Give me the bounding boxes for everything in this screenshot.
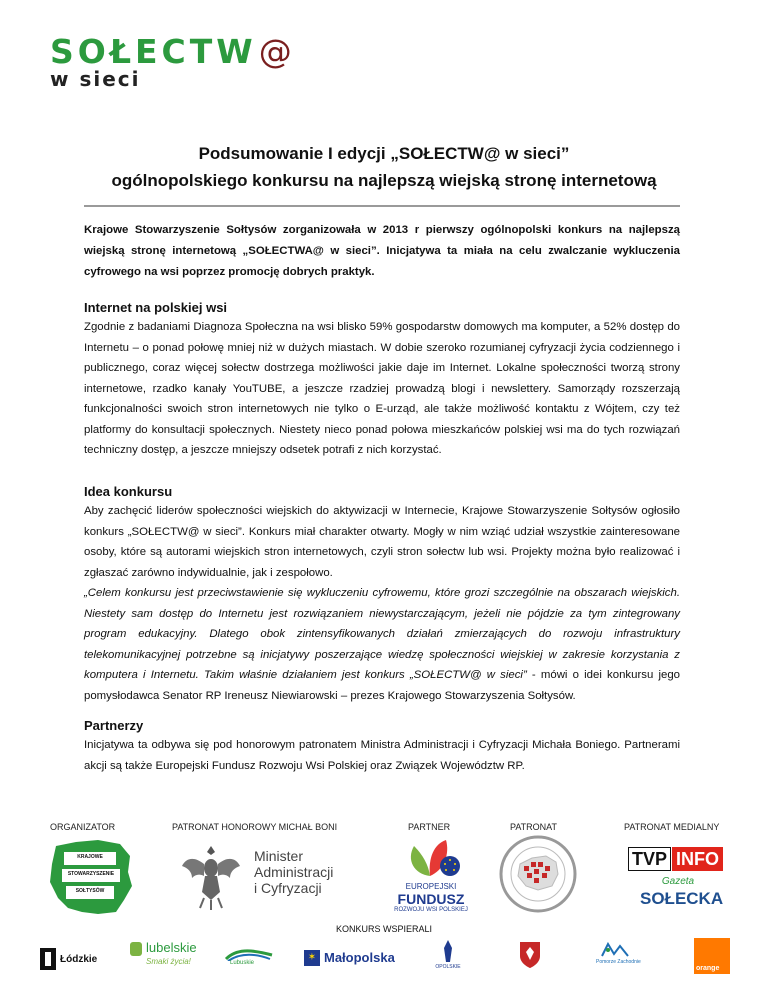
lodzkie-logo	[40, 946, 96, 972]
gazeta-top: Gazeta	[661, 876, 695, 887]
opolskie-icon	[438, 940, 458, 962]
intro-paragraph: Krajowe Stowarzyszenie Sołtysów zorganizowała w 2013 r pierwszy ogólnopolski konkurs na najlepszą wiejską stronę internetową „SOŁECTWA@ w sieci”. Inicjatywa ta miała na celu zwalczanie wykluczenia cyfrowego na wsi poprzez promocję dobrych praktyk.	[84, 224, 680, 278]
pomorze-text: Pomorze Zachodnie	[596, 959, 641, 965]
section-internet	[84, 299, 680, 461]
label-partner: PARTNER	[408, 822, 451, 832]
orange-logo	[694, 938, 730, 974]
lubelskie-text: lubelskie	[146, 940, 197, 955]
shield-icon	[518, 940, 542, 970]
kss-line-2: STOWARZYSZENIE	[67, 871, 115, 877]
poland-map-icon	[46, 838, 134, 918]
lubelskie-slogan: Smaki życia!	[146, 957, 191, 966]
section-quote-paragraph	[84, 583, 680, 706]
section-partners	[84, 717, 680, 776]
efrwp-line-2: FUNDUSZ	[397, 891, 465, 907]
malopolska-logo	[304, 948, 396, 970]
leaf-icon	[384, 836, 478, 880]
logo-subtitle: w sieci	[50, 67, 141, 91]
seal-icon	[498, 834, 578, 914]
tvp-info-logo	[628, 847, 728, 871]
pomorze-zachodnie-logo	[596, 942, 648, 972]
efrwp-line-3: ROZWOJU WSI POLSKIEJ	[394, 907, 468, 913]
label-media-patronage: PATRONAT MEDIALNY	[624, 822, 720, 832]
orange-text: orange	[696, 965, 720, 972]
label-patronage: PATRONAT	[510, 822, 557, 832]
malopolska-text: Małopolska	[324, 950, 395, 965]
quote-attribution: - mówi o idei konkursu jego pomysłodawca Senator RP Ireneusz Niewiarowski – prezes Krajowego Stowarzyszenia Sołtysów.	[84, 669, 680, 702]
minister-logo	[180, 840, 340, 914]
label-organizer: ORGANIZATOR	[50, 822, 116, 832]
minister-line-1: Minister	[254, 848, 304, 864]
title-line-1: Podsumowanie I edycji „SOŁECTW@ w sieci”	[198, 144, 570, 163]
section-idea	[84, 483, 680, 706]
pomorze-icon	[600, 942, 630, 958]
sołectwa-logo	[50, 34, 292, 89]
quote-text: „Celem konkursu jest przeciwstawienie się wykluczeniu cyfrowemu, które grozi szczególnie na obszarach wiejskich. Niestety sam dostęp do Internetu jest rozwiązaniem niewystarczającym, jeżeli nie pójdzie za tym zintegrowany program edukacyjny. Dlatego obok zintensyfikowanych działań zmierzających do rozwoju infrastruktury telekomunikacyjnej potrzebne są inicjatywy poszerzające wiedzę społeczności wiejskiej w zakresie korzystania z komputera i Internetu. Takim właśnie działaniem jest konkurs „SOŁECTW@ w sieci”	[84, 587, 680, 681]
opolskie-text: OPOLSKIE	[435, 964, 461, 970]
regional-shield-logo	[518, 940, 542, 970]
minister-line-3: i Cyfryzacji	[254, 880, 322, 896]
minister-line-2: Administracji	[254, 864, 334, 880]
logo-at-sign: @	[258, 32, 292, 71]
info-text: INFO	[672, 847, 723, 871]
lubelskie-icon	[130, 942, 142, 956]
section-body: Inicjatywa ta odbywa się pod honorowym patronatem Ministra Administracji i Cyfryzacji Michała Boniego. Partnerami akcji są także Europejski Fundusz Rozwoju Wsi Polskiej oraz Związek Województw RP.	[84, 739, 680, 772]
lubuskie-text: Lubuskie	[230, 960, 255, 966]
zwiazek-wojewodztw-seal	[498, 834, 578, 914]
gazeta-main: SOŁECKA	[640, 889, 724, 908]
logo-word: SOŁECTW	[50, 32, 257, 71]
efrwp-text	[384, 882, 478, 915]
tvp-text: TVP	[628, 847, 671, 871]
section-body: Zgodnie z badaniami Diagnoza Społeczna na wsi blisko 59% gospodarstw domowych ma komputer, a 52% dostęp do Internetu – o ponad połowę mniej niż w dużych miastach. W dobie szeroko rozumianej cyfryzacji życia codziennego i publicznego, coraz więcej sołectw dostrzega możliwości jakie daje im Internet. Lokalne społeczności tworzą strony internetowe, rzadko kanały YouTUBE, a jeszcze rzadziej prowadzą blogi i newslettery. Samorządy rozszerzają funkcjonalności swoich stron internetowych nie tylko o E-urząd, ale także możliwość kontaktu z Wójtem, czy też platformy do konsultacji społecznych. Niestety nieco ponad połowa mieszkańców polskiej wsi ma do tych rozwiązań techniczny dostęp, a jeszcze mniejszy odsetek potrafi z nich korzystać.	[84, 321, 680, 456]
kss-line-3: SOŁTYSÓW	[75, 888, 105, 894]
logo-main-text	[50, 34, 292, 70]
efrwp-line-1: EUROPEJSKI	[405, 882, 457, 891]
lubuskie-logo	[224, 948, 274, 970]
opolskie-logo	[428, 940, 468, 974]
malopolska-icon: ✶	[304, 950, 320, 966]
section-heading: Internet na polskiej wsi	[84, 300, 228, 315]
lodzkie-icon	[40, 948, 56, 970]
kss-line-1: KRAJOWE	[77, 854, 103, 860]
title-divider	[84, 205, 680, 207]
document-title	[0, 140, 768, 194]
title-line-2: ogólnopolskiego konkursu na najlepszą wiejską stronę internetową	[111, 171, 657, 190]
efrwp-logo	[384, 836, 478, 918]
section-body: Aby zachęcić liderów społeczności wiejskich do aktywizacji w Internecie, Krajowe Stowarzyszenie Sołtysów ogłosiło konkurs „SOŁECTW@ w sieci”. Konkurs miał charakter otwarty. Mogły w nim wziąć udział wszystkie zainteresowane osoby, które są autorami wiejskich stron internetowych, czyli stron sołectw lub wsi. Projekty można było realizować i zgłaszać zarówno indywidualnie, jak i zespołowo.	[84, 505, 680, 579]
polish-eagle-icon	[180, 842, 242, 912]
gazeta-solecka-logo	[640, 876, 724, 916]
label-honorary-patronage: PATRONAT HONOROWY MICHAŁ BONI	[172, 822, 338, 832]
section-heading: Partnerzy	[84, 718, 144, 733]
kss-logo	[46, 838, 134, 918]
section-heading: Idea konkursu	[84, 484, 173, 499]
lodzkie-text: Łódzkie	[60, 954, 98, 965]
minister-text	[254, 848, 333, 896]
lubelskie-logo	[130, 940, 200, 974]
supporters-label: KONKURS WSPIERALI	[335, 924, 433, 934]
